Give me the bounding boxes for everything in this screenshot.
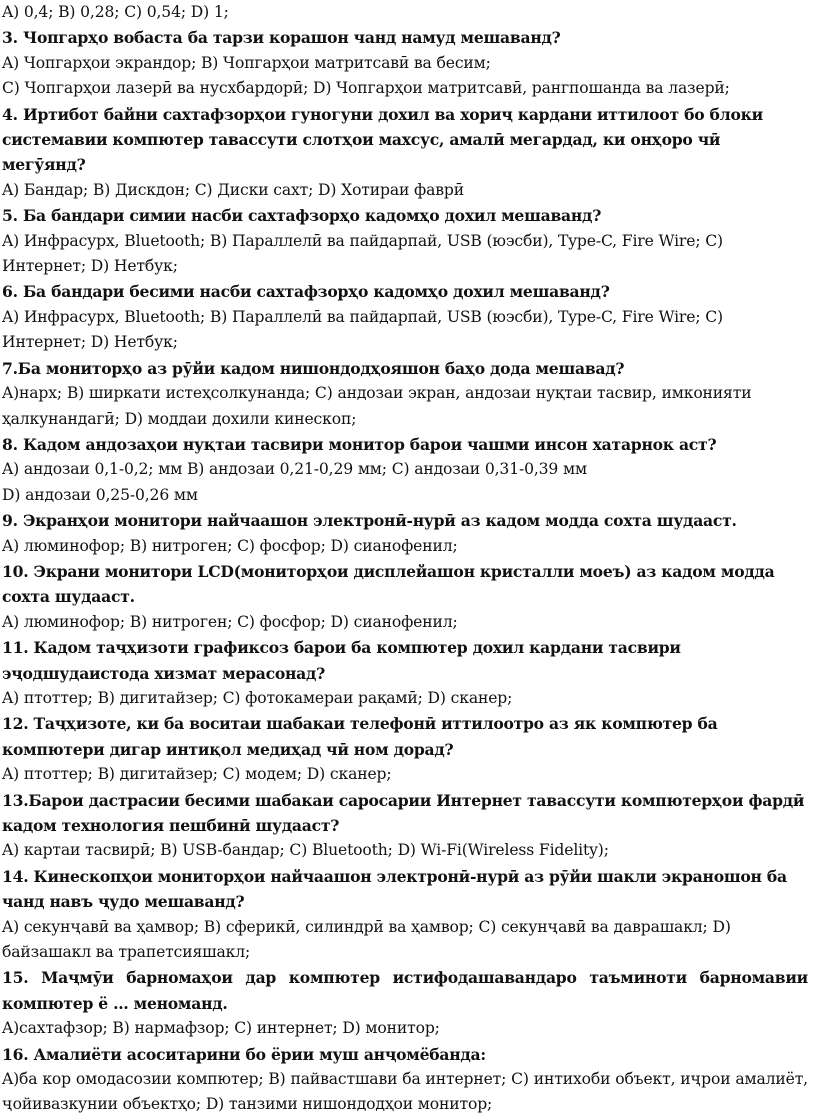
answer-options-q10: A) люминофор; B) нитроген; C) фосфор; D) сианофенил; <box>2 612 458 631</box>
answer-options-q16: A)ба кор омодасозии компютер; B) пайвастшави ба интернет; C) интихоби объект, иҷрои амалиёт, ҷойивазкунии объектҳо; D) танзими нишондодҳои монитор; <box>2 1070 808 1114</box>
question-16: 16. Амалиёти асоситарини бо ёрии муш анҷомёбанда: <box>2 1044 486 1064</box>
answer-options-q12: A) птоттер; B) дигитайзер; C) модем; D) сканер; <box>2 765 392 784</box>
question-3: 3. Чопгарҳо вобаста ба тарзи корашон чанд намуд мешаванд? <box>2 28 561 48</box>
question-7: 7.Ба мониторҳо аз рӯйи кадом нишондодҳояшон баҳо дода мешавад? <box>2 358 625 378</box>
answer-options-q7: A)нарх; B) ширкати истеҳсолкунанда; C) андозаи экран, андозаи нуқтаи тасвир, имконияти ҳалкунандагӣ; D) моддаи дохили кинескоп; <box>2 384 752 428</box>
answer-options-q15: A)сахтафзор; B) нармафзор; C) интернет; D) монитор; <box>2 1019 440 1038</box>
question-10: 10. Экрани монитори LCD(мониторҳои дисплейашон кристалли моеъ) аз кадом модда сохта шудааст. <box>2 561 775 607</box>
question-8: 8. Кадом андозаҳои нуқтаи тасвири монитор барои чашми инсон хатарнок аст? <box>2 434 717 454</box>
answer-options-q5: A) Инфрасурх, Bluetooth; B) Параллелӣ ва пайдарпай, USB (юэсби), Type-C, Fire Wire; C) Интернет; D) Нетбук; <box>2 231 723 276</box>
question-15: 15. Маҷмӯи барномаҳои дар компютер истифодашавандаро таъминоти барномавии компютер ё … меноманд. <box>2 968 808 1013</box>
answer-options-q11: A) птоттер; B) дигитайзер; C) фотокамераи рақамӣ; D) сканер; <box>2 688 513 707</box>
question-9: 9. Экранҳои монитори найчаашон электронӣ-нурӣ аз кадом модда сохта шудааст. <box>2 511 737 531</box>
answer-options-q13: A) картаи тасвирӣ; B) USB-бандар; C) Bluetooth; D) Wi-Fi(Wireless Fidelity); <box>2 841 609 860</box>
question-11: 11. Кадом таҷҳизоти графиксоз барои ба компютер дохил кардани тасвири эҷодшудаистода хизмат мерасонад? <box>2 638 681 683</box>
answer-options-q6: A) Инфрасурх, Bluetooth; B) Параллелӣ ва пайдарпай, USB (юэсби), Type-C, Fire Wire; C) Интернет; D) Нетбук; <box>2 307 723 352</box>
question-5: 5. Ба бандари симии насби сахтафзорҳо кадомҳо дохил мешаванд? <box>2 206 602 226</box>
answer-options-q3-line2: C) Чопгарҳои лазерӣ ва нусхбардорӣ; D) Чопгарҳои матритсавӣ, рангпошанда ва лазерӣ; <box>2 79 730 98</box>
question-13: 13.Барои дастрасии бесими шабакаи саросарии Интернет тавассути компютерҳои фардӣ кадом технология пешбинӣ шудааст? <box>2 790 805 835</box>
answer-options-q8-line1: A) андозаи 0,1-0,2; мм B) андозаи 0,21-0,29 мм; C) андозаи 0,31-0,39 мм <box>2 460 587 479</box>
question-6: 6. Ба бандари бесими насби сахтафзорҳо кадомҳо дохил мешаванд? <box>2 282 610 302</box>
answer-options-q9: A) люминофор; B) нитроген; C) фосфор; D) сианофенил; <box>2 536 458 555</box>
answer-options-q4: A) Бандар; B) Дискдон; C) Диски сахт; D) Хотираи фаврӣ <box>2 180 464 199</box>
answer-options-q2: A) 0,4; B) 0,28; C) 0,54; D) 1; <box>2 3 229 21</box>
question-12: 12. Таҷҳизоте, ки ба воситаи шабакаи телефонӣ иттилоотро аз як компютер ба компютери дигар интиқол медиҳад чӣ ном дорад? <box>2 714 718 759</box>
answer-options-q8-line2: D) андозаи 0,25-0,26 мм <box>2 485 198 504</box>
answer-options-q3-line1: A) Чопгарҳои экрандор; B) Чопгарҳои матритсавӣ ва бесим; <box>2 53 491 72</box>
question-14: 14. Кинескопҳои мониторҳои найчаашон электронӣ-нурӣ аз рӯйи шакли экраношон ба чанд навъ ҷудо мешаванд? <box>2 866 787 912</box>
answer-options-q14: A) секунҷавӣ ва ҳамвор; B) сферикӣ, силиндрӣ ва ҳамвор; C) секунҷавӣ ва даврашакл; D) байзашакл ва трапетсияшакл; <box>2 917 731 962</box>
question-4: 4. Иртибот байни сахтафзорҳои гуногуни дохил ва хориҷ кардани иттилоот бо блоки системавии компютер тавассути слотҳои махсус, амалӣ мегардад, ки онҳоро чӣ мегӯянд? <box>2 104 763 175</box>
